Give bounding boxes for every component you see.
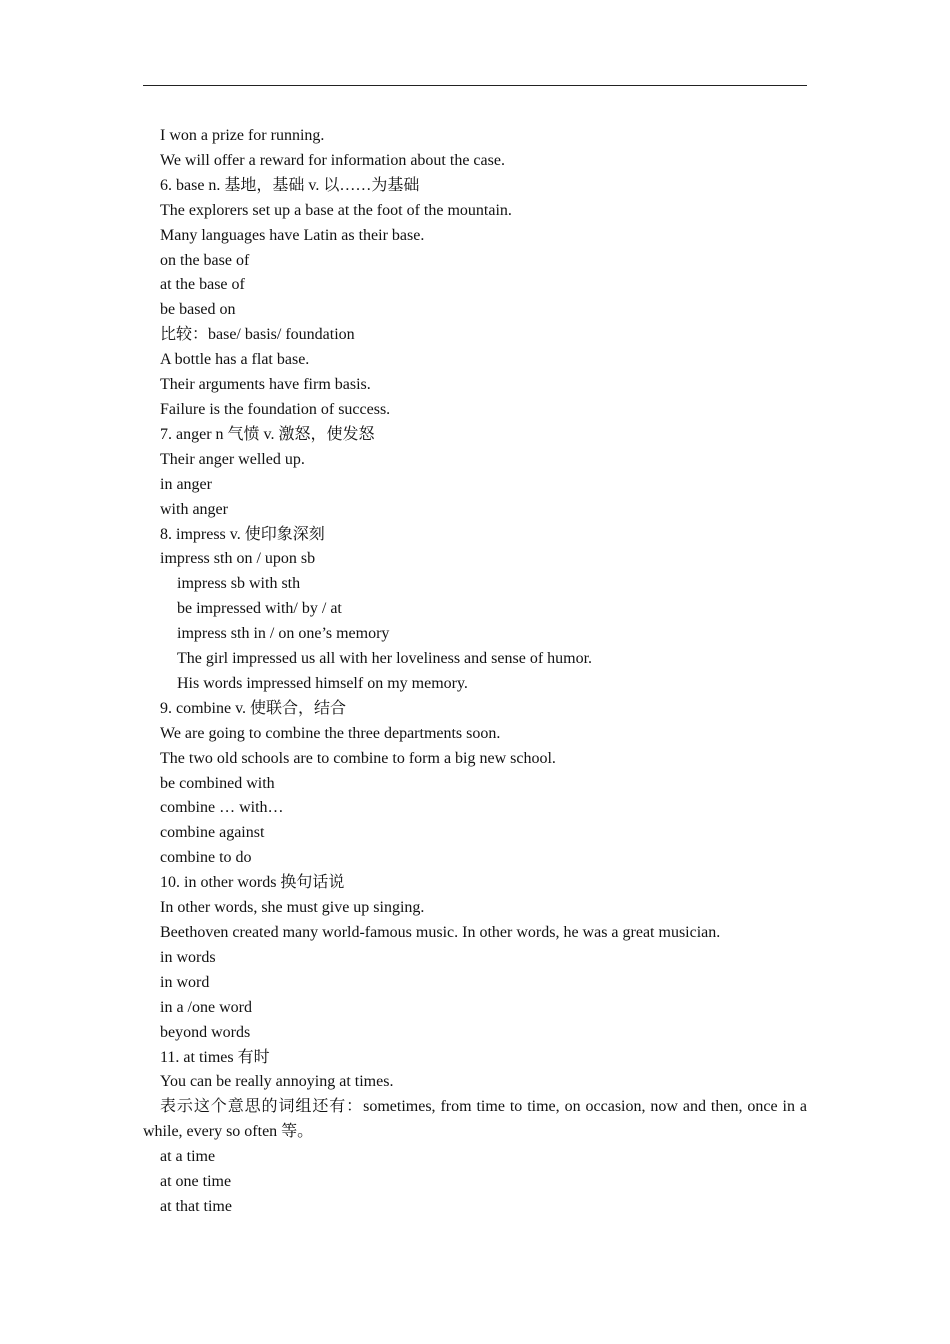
text-line: You can be really annoying at times. <box>160 1073 394 1091</box>
text-line: A bottle has a flat base. <box>160 351 310 369</box>
text-line: impress sth in / on one’s memory <box>177 625 390 643</box>
synonym-paragraph: 表示这个意思的词组还有：sometimes, from time to time, on occasion, now and then, once in a while, every so often 等。 <box>143 1098 807 1141</box>
text-line: combine against <box>160 824 265 842</box>
text-line: I won a prize for running. <box>160 127 325 144</box>
text-line: In other words, she must give up singing. <box>160 899 425 917</box>
text-line: in a /one word <box>160 998 252 1016</box>
text-line: at the base of <box>160 276 245 294</box>
text-line: be combined with <box>160 774 275 792</box>
text-line: The two old schools are to combine to form a big new school. <box>160 749 556 767</box>
text-line: We are going to combine the three departments soon. <box>160 724 501 742</box>
text-line: The explorers set up a base at the foot of the mountain. <box>160 201 512 219</box>
text-line: Many languages have Latin as their base. <box>160 226 425 244</box>
text-line: 8. impress v. 使印象深刻 <box>160 525 325 543</box>
text-line: be based on <box>160 301 236 319</box>
text-line: combine … with… <box>160 799 284 817</box>
text-line: His words impressed himself on my memory. <box>177 674 468 692</box>
text-line: in anger <box>160 475 212 493</box>
text-line: We will offer a reward for information about the case. <box>160 151 505 169</box>
text-line: Failure is the foundation of success. <box>160 400 391 418</box>
text-line: at one time <box>160 1173 232 1191</box>
text-line: at that time <box>160 1197 232 1215</box>
text-line: at a time <box>160 1148 216 1166</box>
text-line: Their arguments have firm basis. <box>160 376 371 394</box>
text-line: 6. base n. 基地，基础 v. 以……为基础 <box>160 176 420 194</box>
text-line: in words <box>160 948 216 966</box>
text-line: impress sth on / upon sb <box>160 550 316 568</box>
document-tail-lines <box>143 1145 807 1220</box>
document-lines <box>143 124 807 1095</box>
header-rule <box>143 85 807 86</box>
text-line: 11. at times 有时 <box>160 1048 270 1066</box>
text-line: in word <box>160 973 210 991</box>
text-line: with anger <box>160 500 228 518</box>
document-body <box>143 124 807 1220</box>
text-line: 10. in other words 换句话说 <box>160 874 345 892</box>
text-line: Beethoven created many world-famous music. In other words, he was a great musician. <box>160 924 721 941</box>
text-line: 7. anger n 气愤 v. 激怒，使发怒 <box>160 425 375 443</box>
text-line: Their anger welled up. <box>160 450 305 468</box>
text-line: The girl impressed us all with her loveliness and sense of humor. <box>177 650 593 668</box>
text-line: impress sb with sth <box>177 575 301 593</box>
text-line: 比较：base/ basis/ foundation <box>160 326 355 344</box>
text-line: beyond words <box>160 1023 251 1041</box>
text-line: combine to do <box>160 849 252 867</box>
text-line: on the base of <box>160 251 250 269</box>
text-line: be impressed with/ by / at <box>177 600 342 618</box>
text-line: 9. combine v. 使联合，结合 <box>160 699 347 717</box>
